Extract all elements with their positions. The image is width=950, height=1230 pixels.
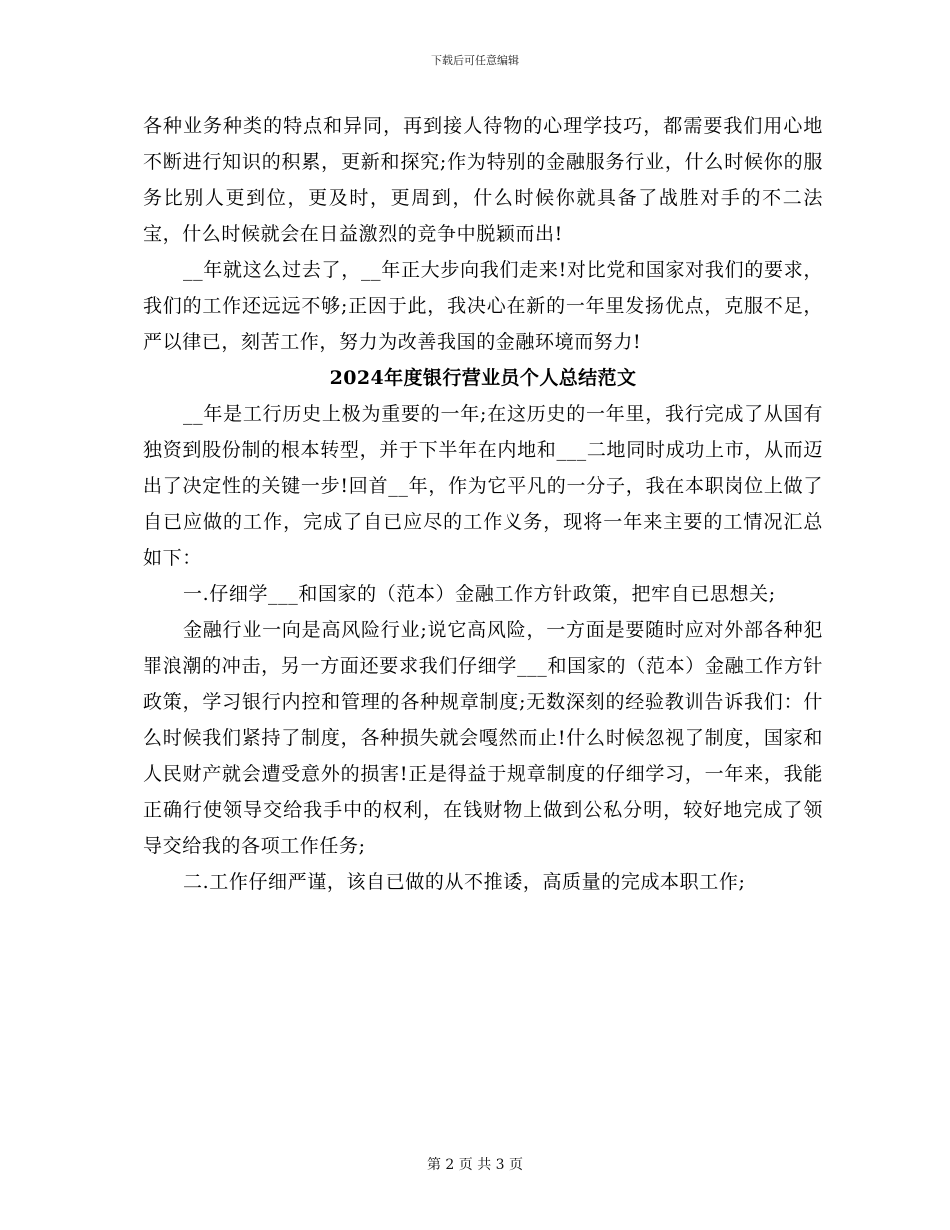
document-body — [143, 108, 823, 900]
page-number: 第 2 页 共 3 页 — [426, 1157, 524, 1173]
body-paragraph: __年就这么过去了，__年正大步向我们走来!对比党和国家对我们的要求，我们的工作还远远不够;正因于此，我决心在新的一年里发扬优点，克服不足，严以律已，刻苦工作，努力为改善我国的金融环境而努力! — [143, 259, 823, 353]
body-paragraph: 金融行业一向是高风险行业;说它高风险，一方面是要随时应对外部各种犯罪浪潮的冲击，另一方面还要求我们仔细学___和国家的（范本）金融工作方针政策，学习银行内控和管理的各种规章制度;无数深刻的经验教训告诉我们：什么时候我们紧持了制度，各种损失就会嘎然而止!什么时候忽视了制度，国家和人民财产就会遭受意外的损害!正是得益于规章制度的仔细学习，一年来，我能正确行使领导交给我手中的权利，在钱财物上做到公私分明，较好地完成了领导交给我的各项工作任务; — [143, 619, 823, 857]
body-paragraph: __年是工行历史上极为重要的一年;在这历史的一年里，我行完成了从国有独资到股份制的根本转型，并于下半年在内地和___二地同时成功上市，从而迈出了决定性的关键一步!回首__年，作为它平凡的一分子，我在本职岗位上做了自已应做的工作，完成了自已应尽的工作义务，现将一年来主要的工情况汇总如下： — [143, 403, 823, 569]
body-paragraph: 一.仔细学___和国家的（范本）金融工作方针政策，把牢自已思想关; — [183, 583, 776, 605]
body-paragraph: 二.工作仔细严谨，该自已做的从不推诿，高质量的完成本职工作; — [183, 871, 746, 893]
section-title: 2024年度银行营业员个人总结范文 — [329, 367, 637, 389]
body-paragraph: 各种业务种类的特点和异同，再到接人待物的心理学技巧，都需要我们用心地不断进行知识的积累，更新和探究;作为特别的金融服务行业，什么时候你的服务比别人更到位，更及时，更周到，什么时候你就具备了战胜对手的不二法宝，什么时候就会在日益激烈的竞争中脱颖而出! — [143, 115, 823, 245]
page-header: 下载后可任意编辑 — [431, 54, 519, 67]
